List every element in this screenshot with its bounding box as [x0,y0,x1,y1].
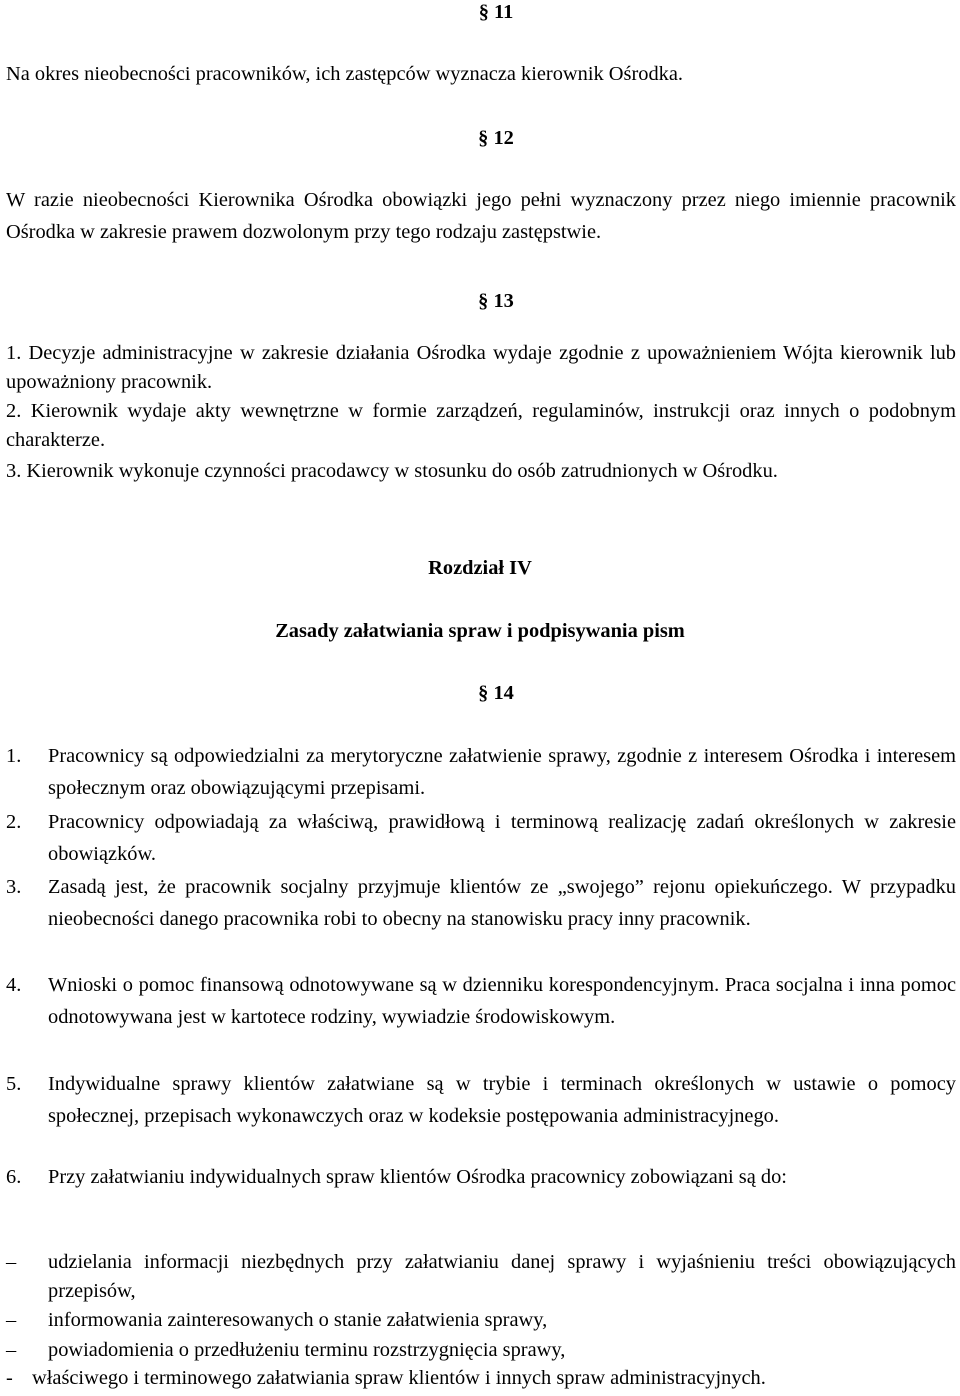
list-item-text: Pracownicy odpowiadają za właściwą, prawidłową i terminową realizację zadań określonych w zakresie obowiązków. [48,811,956,865]
duty-text: informowania zainteresowanych o stanie załatwienia sprawy, [48,1309,548,1331]
dash-marker: – [6,1251,17,1273]
list-item-text: Indywidualne sprawy klientów załatwiane są w trybie i terminach określonych w ustawie o pomocy społecznej, przepisach wykonawczych oraz w kodeksie postępowania administracyjnego. [48,1073,956,1127]
duty-item [6,1336,956,1365]
section-12-text: W razie nieobecności Kierownika Ośrodka obowiązki jego pełni wyznaczony przez niego imiennie pracownik Ośrodka w zakresie prawem dozwolonym przy tego rodzaju zastępstwie. [6,189,956,243]
section-13-item: 2. Kierownik wydaje akty wewnętrzne w formie zarządzeń, regulaminów, instrukcji oraz innych o podobnym charakterze. [6,400,956,451]
duty-item [6,1306,956,1335]
duty-item [6,1364,956,1393]
dash-marker: – [6,1309,17,1331]
list-item-number: 4. [6,974,22,996]
chapter-title: Rozdział IV [428,557,532,579]
dash-marker: - [6,1367,13,1389]
list-item-number: 2. [6,811,22,833]
list-item-text: Zasadą jest, że pracownik socjalny przyjmuje klientów ze „swojego” rejonu opiekuńczego. W przypadku nieobecności danego pracownika robi to obecny na stanowisku pracy inny pracownik. [48,876,956,930]
section-11-text: Na okres nieobecności pracowników, ich zastępców wyznacza kierownik Ośrodka. [6,63,683,85]
section-13-heading: § 13 [478,290,514,312]
list-item-text: Wnioski o pomoc finansową odnotowywane są w dzienniku korespondencyjnym. Praca socjalna i inna pomoc odnotowywana jest w kartotece rodziny, wywiadzie środowiskowym. [48,974,956,1028]
list-item [6,740,956,804]
section-13-item: 3. Kierownik wykonuje czynności pracodawcy w stosunku do osób zatrudnionych w Ośrodku. [6,460,778,482]
list-item [6,1068,956,1132]
duty-item [6,1248,956,1306]
list-item-number: 5. [6,1073,22,1095]
section-12-heading: § 12 [478,127,514,149]
list-item [6,871,956,935]
section-14-heading: § 14 [478,682,514,704]
list-item [6,1161,956,1193]
section-11-heading: § 11 [478,1,514,23]
section-13-item: 1. Decyzje administracyjne w zakresie działania Ośrodka wydaje zgodnie z upoważnieniem Wójta kierownik lub upoważniony pracownik. [6,342,956,393]
list-item [6,806,956,870]
duty-text: udzielania informacji niezbędnych przy załatwianiu danej sprawy i wyjaśnieniu treści obowiązujących przepisów, [48,1251,956,1302]
duty-text: właściwego i terminowego załatwiania spraw klientów i innych spraw administracyjnych. [32,1367,766,1389]
list-item-number: 3. [6,876,22,898]
chapter-subtitle: Zasady załatwiania spraw i podpisywania pism [275,620,685,642]
list-item-text: Przy załatwianiu indywidualnych spraw klientów Ośrodka pracownicy zobowiązani są do: [48,1166,787,1188]
list-item [6,969,956,1033]
list-item-number: 6. [6,1166,22,1188]
list-item-text: Pracownicy są odpowiedzialni za merytoryczne załatwienie sprawy, zgodnie z interesem Ośrodka i interesem społecznym oraz obowiązującymi przepisami. [48,745,956,799]
dash-marker: – [6,1339,17,1361]
duty-text: powiadomienia o przedłużeniu terminu rozstrzygnięcia sprawy, [48,1339,566,1361]
list-item-number: 1. [6,745,22,767]
